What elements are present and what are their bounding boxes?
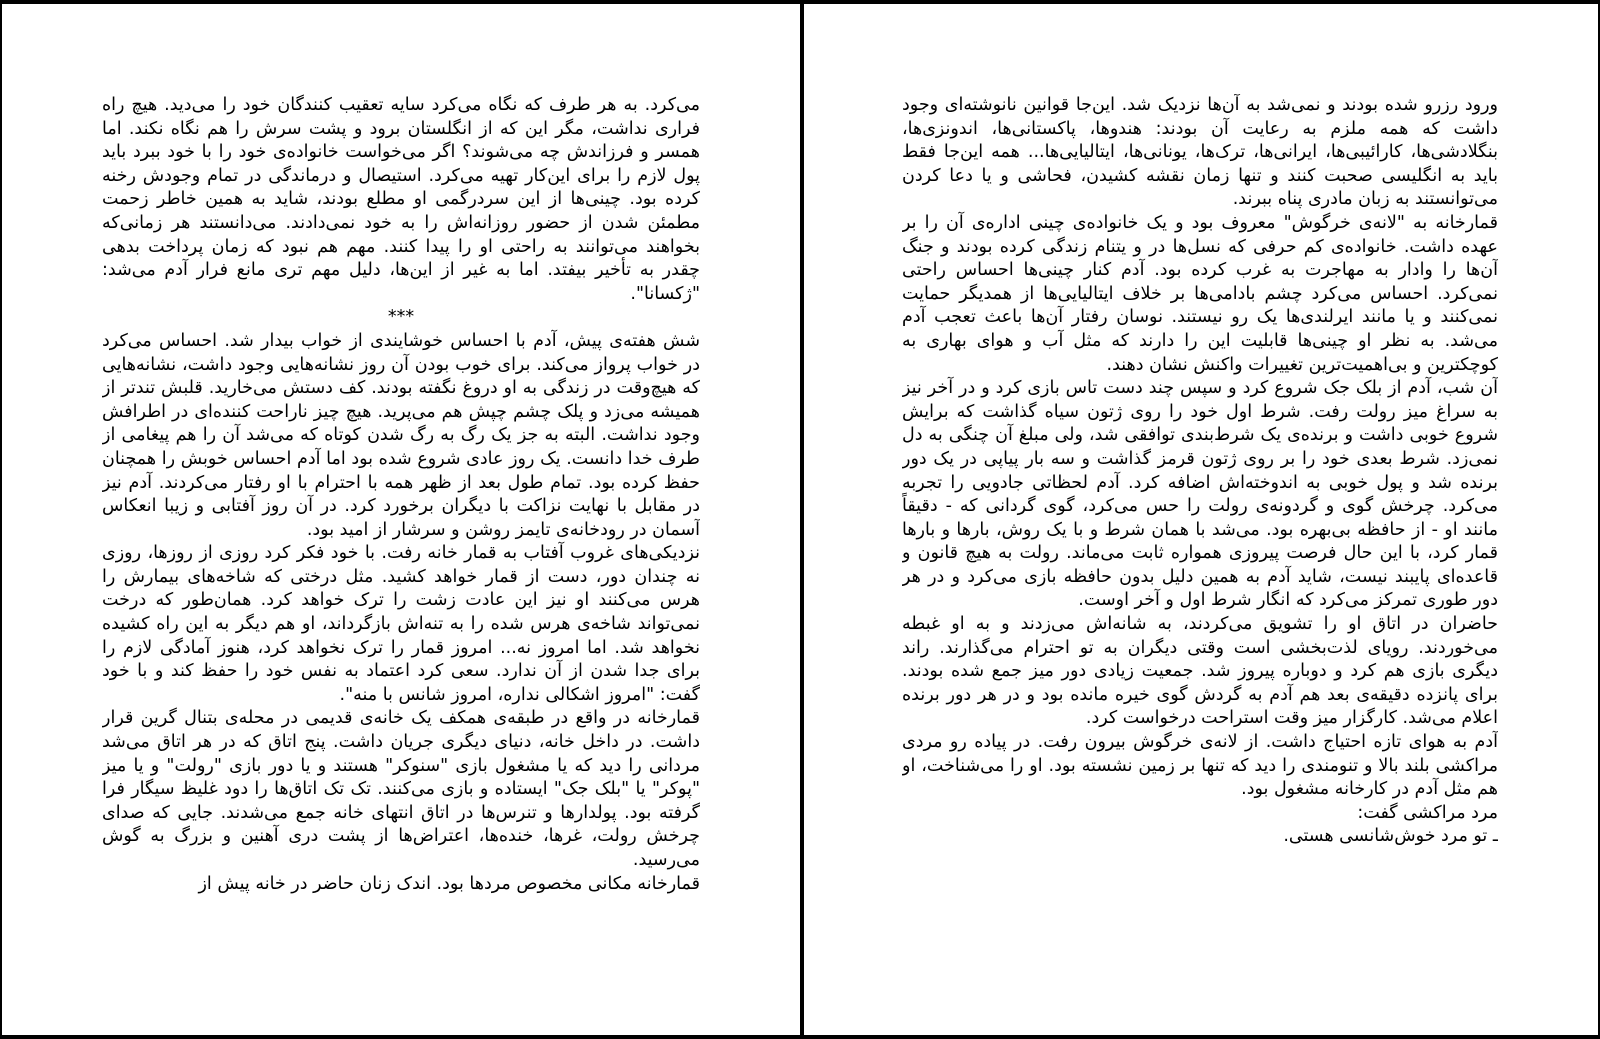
paragraph: قمارخانه به "لانه‌ی خرگوش" معروف بود و یک خانواده‌ی چینی اداره‌ی آن را بر عهده داشت. خانواده‌ی کم حرفی که نسل‌ها در و یتنام زندگی کرده بودند و جنگ آن‌ها را وادار به مهاجرت به غرب کرده بود. آدم کنار چینی‌ها احساس راحتی نمی‌کرد. احساس می‌کرد چشم بادامی‌ها بر خلاف ایتالیایی‌ها از همدیگر حمایت نمی‌کنند و یا مانند ایرلندی‌ها یک رو نیستند. نوسان رفتار آن‌ها باعث تعجب آدم می‌شد. به نظر او چینی‌ها قابلیت این را دارند که مثل آب و هوای بهاری به کوچکترین و بی‌اهمیت‌ترین تغییرات واکنش نشان دهند. [902,212,1498,375]
paragraph: قمارخانه در واقع در طبقه‌ی همکف یک خانه‌ی قدیمی در محله‌ی بتنال گرین قرار داشت. در داخل خانه، دنیای دیگری جریان داشت. پنج اتاق که در هر اتاق می‌شد مردانی را دید که یا مشغول بازی "سنوکر" هستند و یا دور بازی "رولت" و یا میز "پوکر" یا "بلک جک" ایستاده و بازی می‌کنند. تک تک اتاق‌ها را دود غلیظ سیگار فرا گرفته بود. پولدارها و تنرس‌ها در اتاق انتهای خانه جمع می‌شدند. جایی که صدای چرخش رولت، غرها، خنده‌ها، اعتراض‌ها از پشت دری آهنین و بزرگ به گوش می‌رسید. [102,708,700,870]
paragraph: نزدیکی‌های غروب آفتاب به قمار خانه رفت. با خود فکر کرد روزی از روزها، روزی نه چندان دور، دست از قمار خواهد کشید. مثل درختی که شاخه‌های بیمارش را هرس می‌کنند او نیز این عادت زشت را ترک خواهد کرد. همان‌طور که درخت نمی‌تواند شاخه‌ی هرس شده را به تنه‌اش بازگرداند، او هم دیگر به این راه کشیده نخواهد شد. اما امروز نه... امروز قمار را ترک نخواهد کرد، هنوز آمادگی لازم را برای جدا شدن از آن ندارد. سعی کرد اعتماد به نفس خود را حفظ کند و با خود گفت: "امروز اشکالی نداره، امروز شانس با منه". [102,543,700,705]
book-spine [800,0,804,1039]
paragraph: حاضران در اتاق او را تشویق می‌کردند، به شانه‌اش می‌زدند و به او غبطه می‌خوردند. رویای لذت‌بخشی است وقتی دیگران به تو احترام می‌گذارند. راند دیگری بازی هم کرد و دوباره پیروز شد. جمعیت زیادی دور میز جمع شده بودند. برای پانزده دقیقه‌ی بعد هم آدم به گردش گوی خیره مانده بود و در هر دور برنده اعلام می‌شد. کارگزار میز وقت استراحت درخواست کرد. [902,614,1498,729]
paragraph: مرد مراکشی گفت: [1357,802,1498,823]
paragraph: می‌کرد. به هر طرف که نگاه می‌کرد سایه تعقیب کنندگان خود را می‌دید. هیچ راه فراری نداشت، مگر این که از انگلستان برود و پشت سرش را هم نگاه نکند. اما همسر و فرزاندش چه می‌شوند؟ اگر می‌خواست خانواده‌ی خود را با خود ببرد باید پول لازم را برای این‌کار تهیه می‌کرد. استیصال و درماندگی در تمام وجودش رخنه کرده بود. چینی‌ها از این سردرگمی او مطلع بودند، شاید به همین خاطر زحمت مطمئن شدن از حضور روزانه‌اش را به خود نمی‌دادند. می‌دانستند هر زمانی‌که بخواهند می‌توانند به راحتی او را پیدا کنند. مهم هم نبود که زمان پرداخت بدهی چقدر به تأخیر بیفتد. اما به غیر از این‌ها، دلیل مهم تری مانع فرار آدم می‌شد: "ژکسانا". [102,95,700,304]
left-border [0,0,2,1039]
left-page [102,94,700,994]
paragraph: ورود رزرو شده بودند و نمی‌شد به آن‌ها نزدیک شد. این‌جا قوانین نانوشته‌ای وجود داشت که همه ملزم به رعایت آن بودند: هندوها، پاکستانی‌ها، اندونزی‌ها، بنگلادشی‌ها، کارائیبی‌ها، ایرانی‌ها، ترک‌ها، یونانی‌ها، ایتالیایی‌ها... همه این‌جا فقط باید به انگلیسی صحبت کنند و تنها زمان نقشه کشیدن، فحاشی و یا دعا کردن می‌توانستند به زبان مادری پناه ببرند. [902,95,1498,210]
right-page [902,94,1498,994]
paragraph: شش هفته‌ی پیش، آدم با احساس خوشایندی از خواب بیدار شد. احساس می‌کرد در خواب پرواز می‌کند. برای خوب بودن آن روز نشانه‌هایی وجود داشت، نشانه‌هایی که هیچ‌وقت در زندگی به او دروغ نگفته بودند. کف دستش می‌خارید. قلبش تندتر از همیشه می‌زد و پلک چشم چپش هم می‌پرید. هیچ چیز ناراحت کننده‌ای در اطرافش وجود نداشت. البته به جز یک رگ به رگ شدن کوتاه که می‌شد آن را هم پیغامی از طرف خدا دانست. یک روز عادی شروع شده بود اما آدم احساس خوبش را همچنان حفظ کرده بود. تمام طول بعد از ظهر همه با احترام با او رفتار می‌کردند. آدم نیز در مقابل با نهایت نزاکت با دیگران برخورد کرد. در آن روز آفتابی و زیبا انعکاس آسمان در رودخانه‌ی تایمز روشن و سرشار از امید بود. [102,330,700,540]
section-separator: *** [387,307,415,328]
paragraph: قمارخانه مکانی مخصوص مردها بود. اندک زنان حاضر در خانه پیش از [198,873,700,894]
paragraph: ـ تو مرد خوش‌شانسی هستی. [1283,826,1498,847]
paragraph: آن شب، آدم از بلک جک شروع کرد و سپس چند دست تاس بازی کرد و در آخر نیز به سراغ میز رولت رفت. شرط اول خود را روی ژتون سیاه گذاشت که برایش شروع خوبی داشت و برنده‌ی یک شرط‌بندی توافقی شد، ولی مبلغ آن چنگی به دل نمی‌زد. شرط بعدی خود را بر روی ژتون قرمز گذاشت و سه بار پیاپی در یک دور برنده شد و پول خوبی به اندوخته‌اش اضافه کرد. آدم لحظاتی جادویی را تجربه می‌کرد. چرخش گوی و گردونه‌ی رولت را حس می‌کرد، گوی گردانی که - دقیقاً مانند او - از حافظه بی‌بهره بود. می‌شد با همان شرط و با یک روش، بارها و بارها قمار کرد، با این حال فرصت پیروزی همواره ثابت می‌ماند. رولت به هیچ قانون و قاعده‌ای پایبند نیست، شاید آدم به همین دلیل بدون حافظه بازی می‌کرد و در هر دور طوری تمرکز می‌کرد که انگار شرط اول و آخر اوست. [902,378,1498,611]
paragraph: آدم به هوای تازه احتیاج داشت. از لانه‌ی خرگوش بیرون رفت. در پیاده رو مردی مراکشی بلند بالا و تنومندی را دید که تنها بر زمین نشسته بود. او را می‌شناخت، او هم مثل آدم در کارخانه مشغول بود. [902,732,1498,800]
